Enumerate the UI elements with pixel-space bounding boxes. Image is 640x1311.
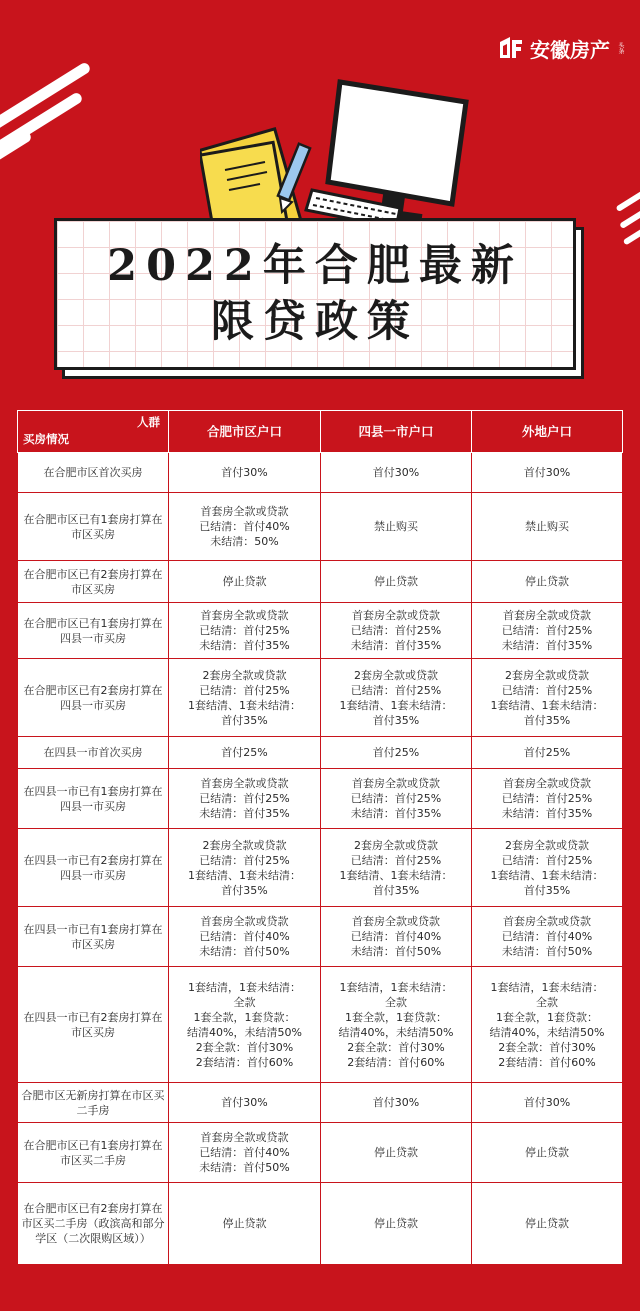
- cell-line: 已结清：首付25%: [350, 853, 442, 867]
- cell-line: 未结清：首付35%: [350, 807, 442, 820]
- cell-line: 1套结清，1套未结清：: [490, 980, 604, 994]
- table-cell: [472, 453, 623, 493]
- table-cell: [169, 1123, 321, 1183]
- table-cell: [321, 603, 472, 659]
- brand-name: 安徽房产: [530, 37, 610, 62]
- cell-line: 2套全款：首付30%: [498, 1040, 596, 1054]
- row-label: 在四县一市已有2套房打算在市区买房: [18, 967, 169, 1083]
- table-cell: [472, 967, 623, 1083]
- cell-line: 首套房全款或贷款: [503, 915, 591, 928]
- cell-line: 全款: [536, 995, 558, 1009]
- row-label: 在四县一市首次买房: [18, 737, 169, 769]
- table-cell: [169, 493, 321, 561]
- policy-table: [17, 410, 623, 1265]
- table-cell: [169, 561, 321, 603]
- cell-line: 首付35%: [523, 713, 571, 727]
- table-cell: [169, 1183, 321, 1265]
- table-cell: [169, 829, 321, 907]
- table-cell: [169, 659, 321, 737]
- cell-line: 已结清：首付25%: [199, 792, 290, 805]
- cell-line: 首套房全款或贷款: [352, 915, 440, 928]
- cell-line: 首付30%: [221, 1096, 268, 1109]
- table-cell: [321, 493, 472, 561]
- table-corner-header: [18, 411, 169, 453]
- row-label: 合肥市区无新房打算在市区买二手房: [18, 1083, 169, 1123]
- cell-line: 首付35%: [372, 883, 420, 897]
- corner-top-label: 人群: [137, 415, 160, 429]
- cell-line: 未结清：首付50%: [501, 945, 593, 958]
- cell-line: 首付30%: [372, 466, 420, 479]
- table-cell: [472, 561, 623, 603]
- table-row: [18, 1183, 623, 1265]
- cell-line: 未结清：50%: [210, 535, 279, 548]
- cell-line: 2套房全款或贷款: [202, 838, 287, 852]
- desk-illustration: [200, 78, 490, 240]
- table-cell: [169, 967, 321, 1083]
- table-row: [18, 493, 623, 561]
- cell-line: 2套结清：首付60%: [498, 1055, 596, 1069]
- cell-line: 结清40%，未结清50%: [489, 1025, 605, 1039]
- cell-line: 首套房全款或贷款: [200, 505, 289, 518]
- cell-line: 首套房全款或贷款: [503, 777, 591, 790]
- brand-tag: 头条: [617, 42, 624, 54]
- cell-line: 停止贷款: [374, 1217, 418, 1230]
- row-label: 在四县一市已有2套房打算在四县一市买房: [18, 829, 169, 907]
- cell-line: 已结清：首付25%: [501, 683, 593, 697]
- cell-line: 2套房全款或贷款: [505, 668, 589, 682]
- cell-line: 首付35%: [221, 713, 268, 727]
- table-cell: [321, 659, 472, 737]
- cell-line: 未结清：首付50%: [199, 1161, 290, 1174]
- table-cell: [472, 769, 623, 829]
- table-cell: [472, 829, 623, 907]
- cell-line: 首套房全款或贷款: [200, 1131, 289, 1144]
- cell-line: 已结清：首付25%: [501, 624, 593, 637]
- cell-line: 已结清：首付25%: [501, 853, 593, 867]
- cell-line: 1套结清、1套未结清：: [339, 868, 453, 882]
- cell-line: 1套结清、1套未结清：: [490, 868, 604, 882]
- table-row: [18, 737, 623, 769]
- cell-line: 停止贷款: [525, 575, 569, 588]
- brand-logo-icon: [496, 34, 524, 62]
- cell-line: 2套房全款或贷款: [354, 668, 438, 682]
- table-cell: [169, 769, 321, 829]
- table-cell: [321, 453, 472, 493]
- cell-line: 已结清：首付40%: [199, 1146, 290, 1159]
- cell-line: 停止贷款: [525, 1146, 569, 1159]
- cell-line: 停止贷款: [374, 1146, 418, 1159]
- cell-line: 未结清：首付35%: [199, 807, 290, 820]
- cell-line: 已结清：首付25%: [199, 853, 290, 867]
- table-cell: [472, 1123, 623, 1183]
- row-label: 在四县一市已有1套房打算在四县一市买房: [18, 769, 169, 829]
- decor-stripe: [615, 186, 640, 212]
- table-row: [18, 769, 623, 829]
- table-cell: [472, 1183, 623, 1265]
- table-cell: [472, 907, 623, 967]
- cell-line: 未结清：首付35%: [199, 639, 290, 652]
- cell-line: 首付35%: [221, 883, 268, 897]
- cell-line: 首套房全款或贷款: [352, 609, 440, 622]
- table-cell: [472, 603, 623, 659]
- cell-line: 已结清：首付25%: [350, 683, 442, 697]
- table-cell: [472, 737, 623, 769]
- row-label: 在合肥市区已有1套房打算在市区买二手房: [18, 1123, 169, 1183]
- cell-line: 未结清：首付50%: [350, 945, 442, 958]
- row-label: 在合肥市区已有2套房打算在四县一市买房: [18, 659, 169, 737]
- table-row: [18, 603, 623, 659]
- cell-line: 2套全款：首付30%: [347, 1040, 445, 1054]
- cell-line: 首套房全款或贷款: [352, 777, 440, 790]
- cell-line: 未结清：首付50%: [199, 945, 290, 958]
- table-row: [18, 659, 623, 737]
- cell-line: 首付30%: [372, 1096, 420, 1109]
- table-row: [18, 967, 623, 1083]
- cell-line: 2套房全款或贷款: [202, 668, 287, 682]
- page-title-line1: 2022年合肥最新: [107, 241, 523, 291]
- cell-line: 未结清：首付35%: [350, 639, 442, 652]
- column-header: 四县一市户口: [321, 411, 472, 453]
- column-header: 外地户口: [472, 411, 623, 453]
- table-cell: [321, 561, 472, 603]
- table-cell: [169, 907, 321, 967]
- cell-line: 停止贷款: [222, 1217, 267, 1230]
- title-card: [54, 218, 576, 370]
- table-cell: [321, 967, 472, 1083]
- cell-line: 首付35%: [372, 713, 420, 727]
- cell-line: 已结清：首付40%: [350, 930, 442, 943]
- table-cell: [321, 829, 472, 907]
- table-cell: [472, 659, 623, 737]
- cell-line: 首套房全款或贷款: [200, 777, 289, 790]
- table-cell: [169, 453, 321, 493]
- cell-line: 首付30%: [221, 466, 268, 479]
- cell-line: 结清40%，未结清50%: [187, 1025, 302, 1039]
- table-cell: [169, 603, 321, 659]
- table-row: [18, 829, 623, 907]
- column-header: 合肥市区户口: [169, 411, 321, 453]
- table-cell: [472, 1083, 623, 1123]
- cell-line: 已结清：首付25%: [501, 792, 593, 805]
- cell-line: 停止贷款: [222, 575, 267, 588]
- row-label: 在合肥市区已有1套房打算在四县一市买房: [18, 603, 169, 659]
- table-row: [18, 453, 623, 493]
- cell-line: 未结清：首付35%: [501, 639, 593, 652]
- cell-line: 已结清：首付40%: [199, 520, 290, 533]
- cell-line: 1套结清，1套未结清：: [339, 980, 453, 994]
- table-header-row: [18, 411, 623, 453]
- cell-line: 禁止购买: [374, 520, 418, 533]
- cell-line: 禁止购买: [525, 520, 569, 533]
- table-cell: [321, 1183, 472, 1265]
- row-label: 在四县一市已有1套房打算在市区买房: [18, 907, 169, 967]
- cell-line: 1套结清、1套未结清：: [188, 868, 301, 882]
- cell-line: 首付25%: [523, 746, 571, 759]
- cell-line: 已结清：首付25%: [199, 624, 290, 637]
- cell-line: 停止贷款: [525, 1217, 569, 1230]
- cell-line: 1套全款，1套贷款：: [496, 1010, 598, 1024]
- brand: [496, 30, 624, 66]
- cell-line: 首套房全款或贷款: [200, 609, 289, 622]
- table-cell: [321, 737, 472, 769]
- row-label: 在合肥市区已有2套房打算在市区买房: [18, 561, 169, 603]
- cell-line: 全款: [233, 995, 256, 1009]
- cell-line: 1套结清、1套未结清：: [339, 698, 453, 712]
- cell-line: 首付30%: [523, 1096, 571, 1109]
- corner-bottom-label: 买房情况: [23, 432, 69, 446]
- cell-line: 已结清：首付40%: [199, 930, 290, 943]
- cell-line: 停止贷款: [374, 575, 418, 588]
- cell-line: 全款: [385, 995, 407, 1009]
- decor-stripe: [623, 225, 640, 246]
- cell-line: 已结清：首付40%: [501, 930, 593, 943]
- cell-line: 首付25%: [372, 746, 420, 759]
- cell-line: 首付35%: [523, 883, 571, 897]
- cell-line: 已结清：首付25%: [350, 792, 442, 805]
- cell-line: 1套全款，1套贷款：: [345, 1010, 447, 1024]
- cell-line: 首套房全款或贷款: [200, 915, 289, 928]
- table-cell: [321, 907, 472, 967]
- cell-line: 结清40%，未结清50%: [338, 1025, 454, 1039]
- cell-line: 1套结清、1套未结清：: [490, 698, 604, 712]
- table-cell: [472, 493, 623, 561]
- cell-line: 1套结清，1套未结清：: [188, 980, 301, 994]
- cell-line: 1套全款，1套贷款：: [193, 1010, 296, 1024]
- cell-line: 未结清：首付35%: [501, 807, 593, 820]
- cell-line: 首套房全款或贷款: [503, 609, 591, 622]
- cell-line: 已结清：首付25%: [350, 624, 442, 637]
- cell-line: 1套结清、1套未结清：: [188, 698, 301, 712]
- table-cell: [169, 1083, 321, 1123]
- page-title-line2: 限贷政策: [211, 297, 419, 347]
- table-row: [18, 907, 623, 967]
- row-label: 在合肥市区已有2套房打算在市区买二手房（政滨高和部分学区（二次限购区域））: [18, 1183, 169, 1265]
- table-row: [18, 1123, 623, 1183]
- cell-line: 2套房全款或贷款: [354, 838, 438, 852]
- cell-line: 2套房全款或贷款: [505, 838, 589, 852]
- cell-line: 2套全款：首付30%: [195, 1040, 294, 1054]
- decor-stripe: [0, 91, 84, 164]
- table-row: [18, 561, 623, 603]
- cell-line: 2套结清：首付60%: [195, 1055, 294, 1069]
- cell-line: 已结清：首付25%: [199, 683, 290, 697]
- table-cell: [321, 1083, 472, 1123]
- cell-line: 2套结清：首付60%: [347, 1055, 445, 1069]
- table-cell: [169, 737, 321, 769]
- table-cell: [321, 769, 472, 829]
- table-cell: [321, 1123, 472, 1183]
- cell-line: 首付25%: [221, 746, 268, 759]
- table-row: [18, 1083, 623, 1123]
- cell-line: 首付30%: [523, 466, 571, 479]
- row-label: 在合肥市区已有1套房打算在市区买房: [18, 493, 169, 561]
- row-label: 在合肥市区首次买房: [18, 453, 169, 493]
